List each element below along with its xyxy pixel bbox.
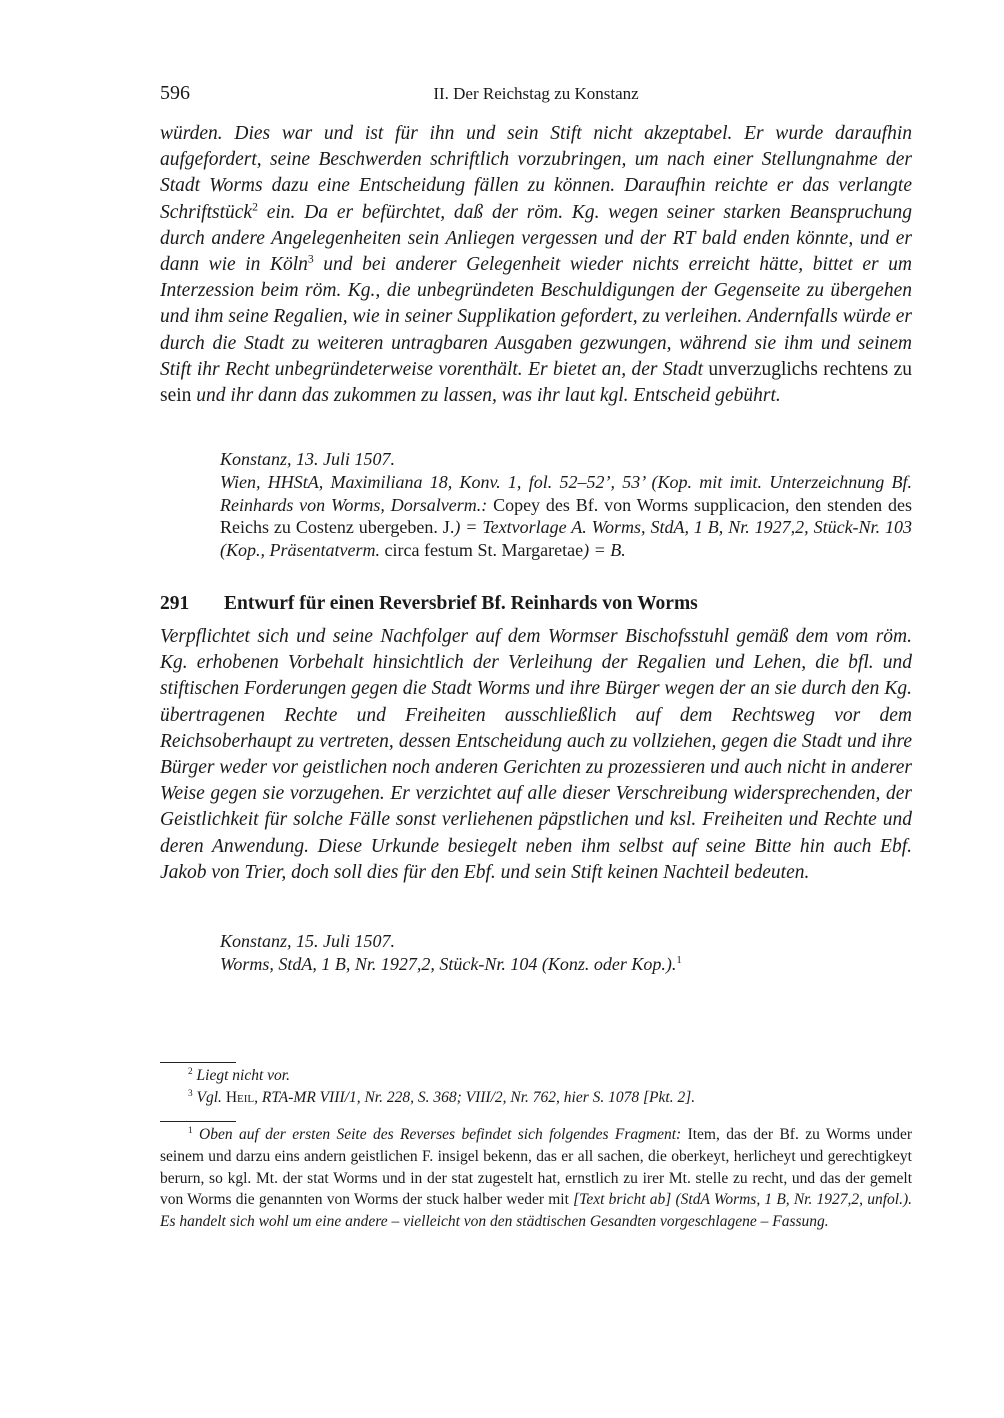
footnotes-numeric [160, 1065, 912, 1109]
text-segment: und bei anderer Gelegenheit wieder nichts erreicht hätte, bittet er um Interzession beim röm. Kg., die unbegründeten Beschuldigungen der Gegenseite zu übergehen und ihm seine Regalien, wie in seiner Supplikation gefordert, zu verleihen. Andernfalls würde er durch die Stadt zu weiteren untragbaren Ausgaben gezwungen, während sie ihm und seinem Stift ihr Recht unbegründeterweise vorenthält. Er bietet an, der Stadt [160, 254, 912, 380]
footnote-marker: 3 [188, 1088, 193, 1099]
document-title: Entwurf für einen Reversbrief Bf. Reinhards von Worms [224, 593, 698, 614]
running-title: II. Der Reichstag zu Konstanz [433, 84, 639, 103]
source-block-290 [220, 448, 912, 562]
source-text [220, 471, 912, 562]
text-segment: ein. Da er befürchtet, daß der röm. Kg. wegen seiner starken Beanspruchung durch andere Angelegenheiten sein Anliegen vergessen und der RT bald enden könnte, und er dann wie in Köln [160, 201, 912, 276]
text-segment: Heil [225, 1088, 255, 1106]
footnote-marker: 3 [307, 252, 314, 266]
text-segment: Verpflichtet sich und seine Nachfolger auf dem Wormser Bischofsstuhl gemäß dem vom röm. Kg. erhobenen Vorbehalt hinsichtlich der Verleihung der Regalien und Lehen, die bfl. und stiftischen Forderungen gegen die Stadt Worms und ihre Bürger wegen der an sie durch den Kg. übertragenen Rechte und Freiheiten ausschließlich auf dem Rechtsweg vor dem Reichsoberhaupt zu vertreten, dessen Entscheidung auch zu vollziehen, gegen die Stadt und ihre Bürger weder vor geistlichen noch anderen Gerichten zu prozessieren und auch nicht in anderer Weise gegen sie vorzugehen. Er verzichtet auf alle dieser Verschreibung widersprechenden, der Geistlichkeit für solche Fälle sonst verliehenen päpstlichen und ksl. Freiheiten und Rechte und deren Anwendung. Diese Urkunde besiegelt neben ihm selbst auf seine Bitte hin auch Ebf. Jakob von Trier, doch soll dies für den Ebf. und sein Stift keinen Nachteil bedeuten. [160, 626, 912, 883]
footnote-marker: 2 [188, 1066, 193, 1077]
footnote-2 [160, 1065, 912, 1087]
page-number: 596 [160, 82, 190, 104]
text-segment: und ihr dann das zukommen zu lassen, was ihr laut kgl. Entscheid gebührt. [191, 385, 781, 407]
text-segment: Oben auf der ersten Seite des Reverses befindet sich folgendes Fragment: [192, 1126, 688, 1143]
footnote-3 [160, 1087, 912, 1109]
summary-paragraph-290 [160, 121, 912, 409]
footnote-marker: 1 [676, 953, 682, 966]
text-segment: Liegt nicht vor. [192, 1067, 290, 1084]
text-segment: Item, das der Bf. zu Worms under seinem und darzu eins andern geistlichen F. insigel bekenn, das er all sachen, die oberkeyt, herlicheyt und gerechtigkeyt berurn, so kgl. Mt. der stat Worms und in der stat zugestelt hat, ernstlich zu irer Mt. stelle zu recht, und das der gemelt von Worms die genannten von Worms der stuck halber weder mit [160, 1126, 912, 1209]
text-segment: Wien, HHStA, Maximiliana 18, Konv. 1, fol. 52–52’, 53’ (Kop. mit imit. Unterzeichnung Bf. Reinhards von Worms, Dorsalverm.: [220, 471, 912, 515]
footnote-divider [160, 1062, 236, 1063]
text-segment: , RTA-MR VIII/1, Nr. 228, S. 368; VIII/2, Nr. 762, hier S. 1078 [Pkt. 2]. [254, 1088, 696, 1106]
source-date: Konstanz, 13. Juli 1507. [220, 449, 396, 469]
document-number: 291 [160, 593, 190, 614]
footnote-1 [160, 1124, 912, 1233]
summary-paragraph-291 [160, 624, 912, 886]
text-segment: ) = Textvorlage A. Worms, StdA, 1 B, Nr. 1927,2, Stück-Nr. 103 (Kop., Präsentatverm. [220, 517, 912, 561]
source-block-291 [220, 930, 912, 976]
text-segment: würden. Dies war und ist für ihn und sein Stift nicht akzeptabel. Er wurde daraufhin aufgefordert, seine Beschwerden schriftlich vorzubringen, um nach einer Stellungnahme der Stadt Worms dazu eine Entscheidung fällen zu können. Daraufhin reichte er das verlangte Schriftstück [160, 123, 912, 223]
text-segment: circa festum St. Margaretae [384, 540, 584, 561]
text-segment: unverzuglichs rechtens zu sein [160, 358, 912, 407]
footnote-marker: 2 [252, 200, 258, 214]
footnote-marker: 1 [188, 1125, 193, 1136]
text-segment: Vgl. [192, 1088, 226, 1106]
source-text [220, 953, 912, 976]
text-segment: Copey des Bf. von Worms supplicacion, den stenden des Reichs zu Costenz ubergeben. J. [220, 494, 913, 538]
footnote-divider [160, 1121, 236, 1122]
text-segment: ) = B. [583, 540, 626, 561]
text-segment: [Text bricht ab] (StdA Worms, 1 B, Nr. 1927,2, unfol.). Es handelt sich wohl um eine andere – vielleicht von den städtischen Gesandten vorgeschlagene – Fassung. [160, 1191, 913, 1231]
document-heading-291 [160, 593, 698, 615]
text-segment: Worms, StdA, 1 B, Nr. 1927,2, Stück-Nr. 104 (Konz. oder Kop.). [220, 953, 677, 974]
source-date: Konstanz, 15. Juli 1507. [220, 931, 396, 951]
